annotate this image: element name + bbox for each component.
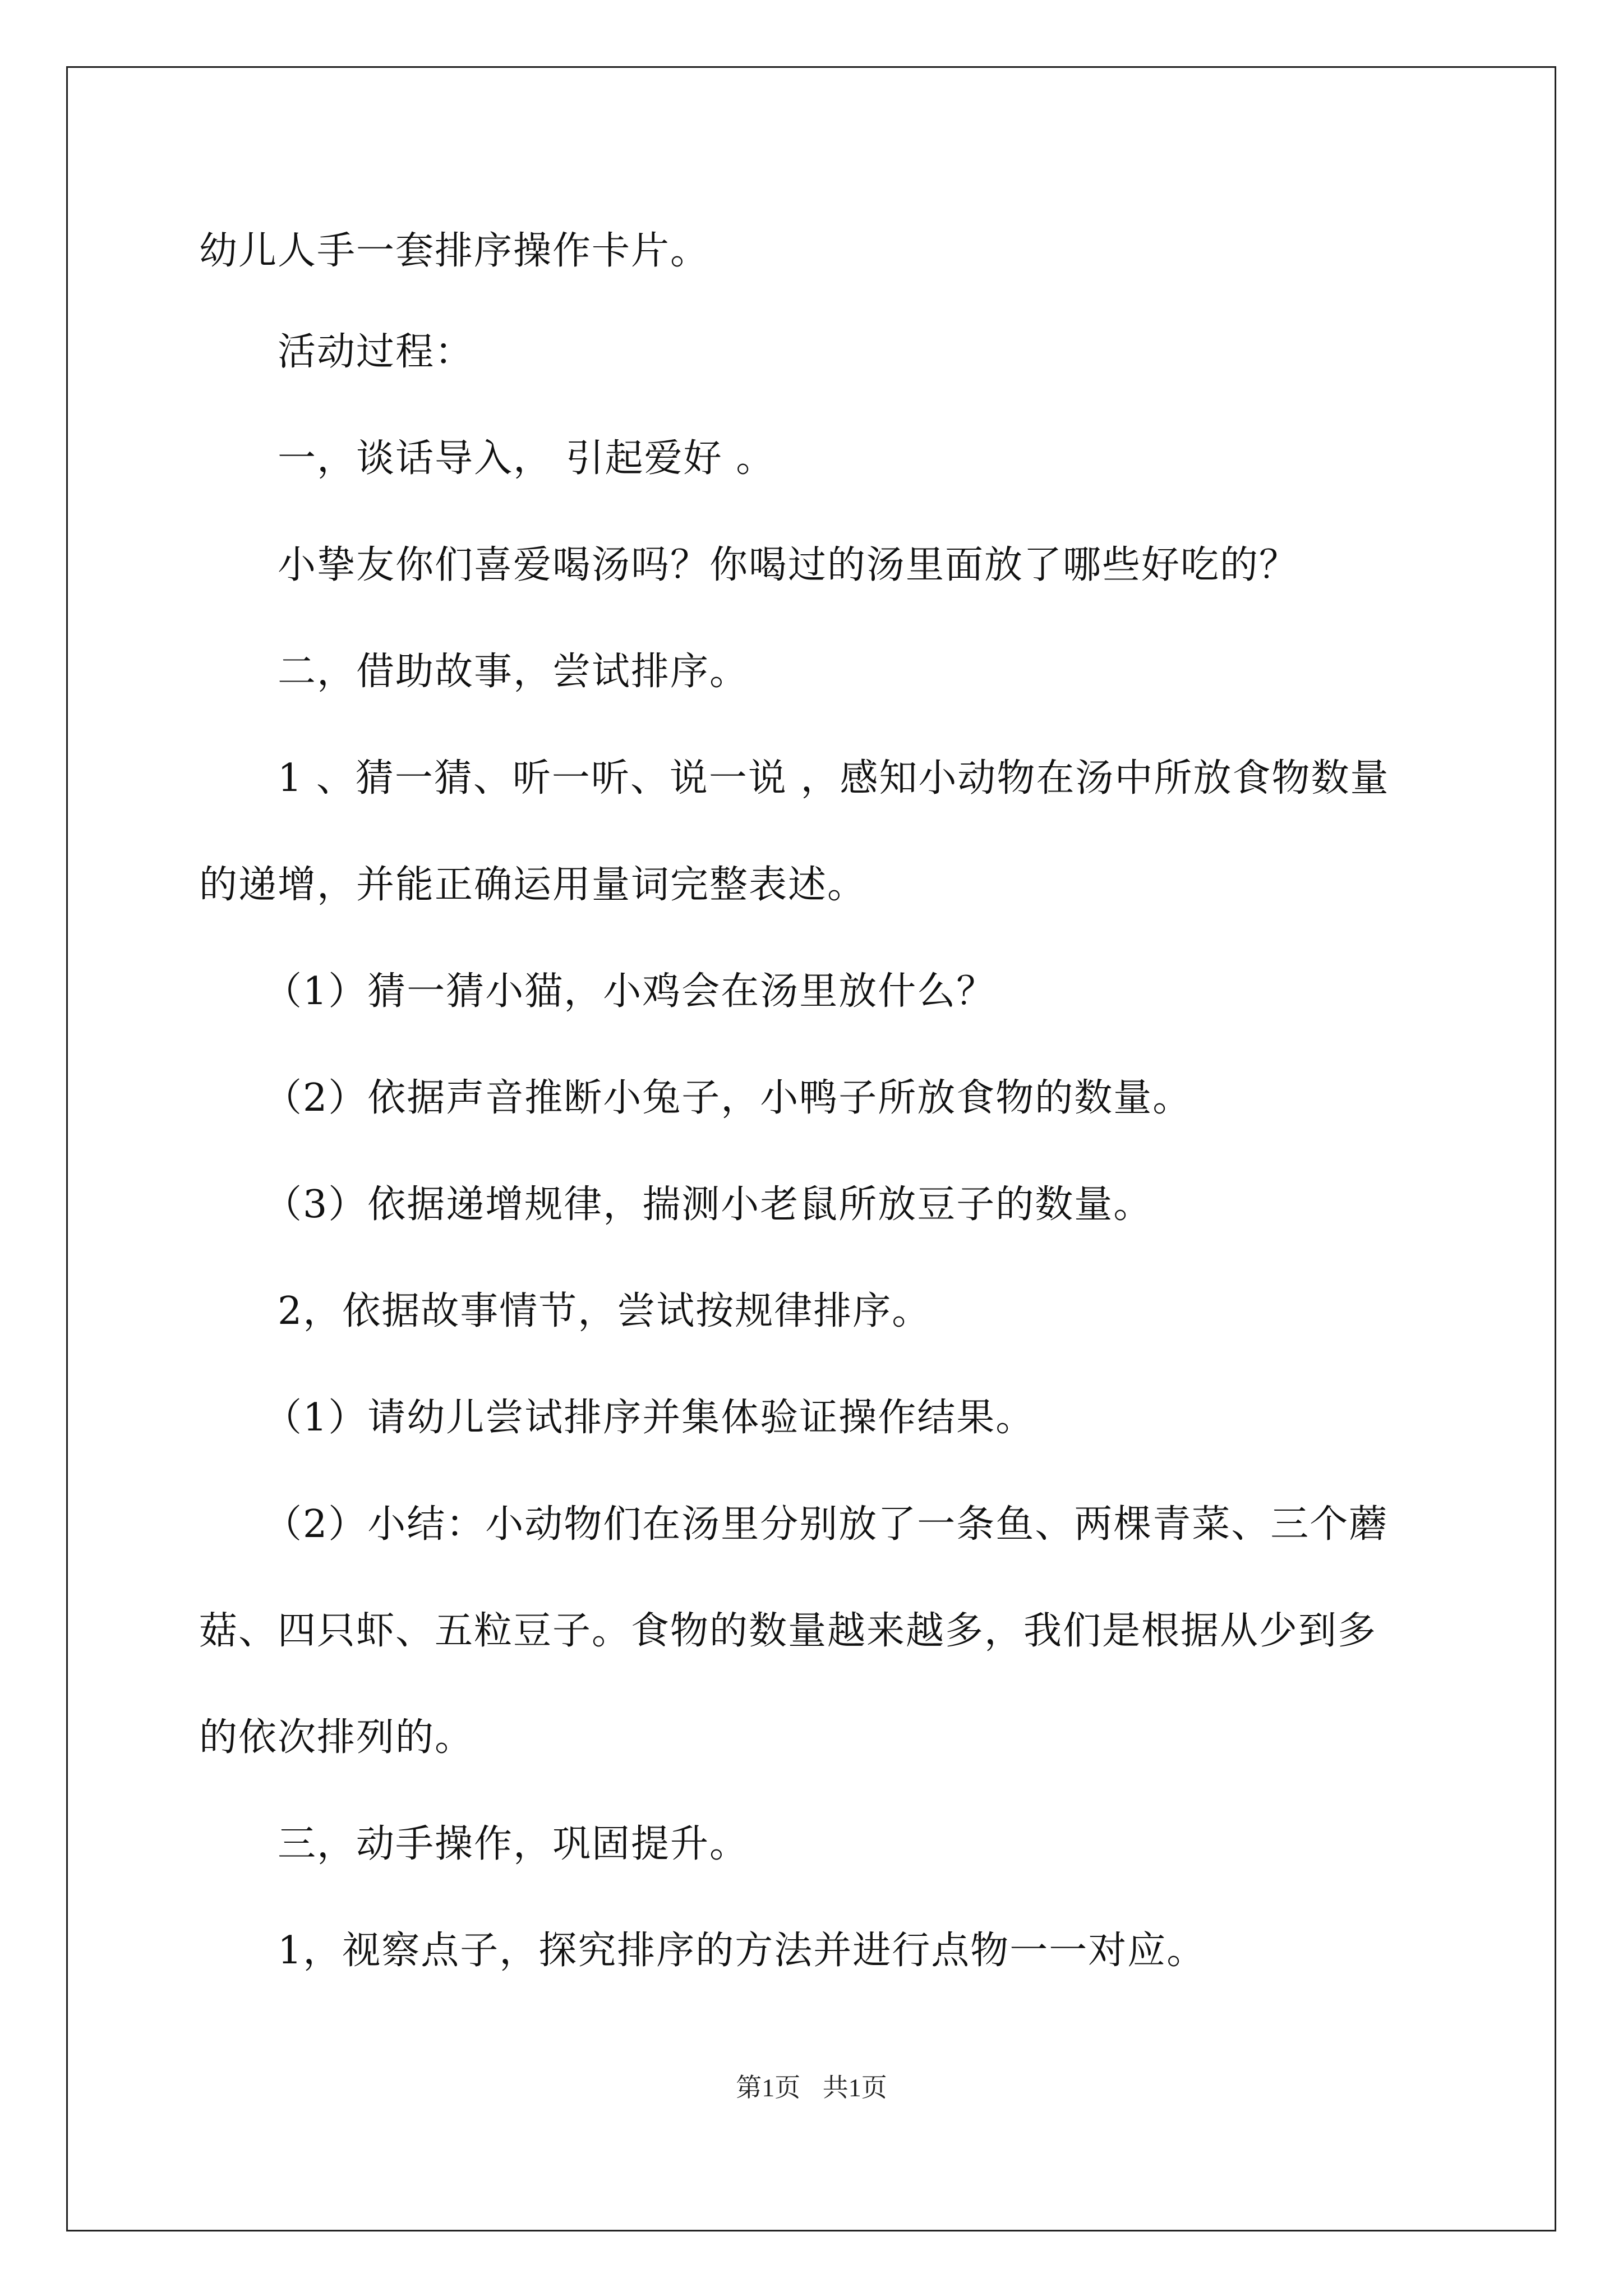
paragraph-line: 三，动手操作，巩固提升。: [278, 1822, 749, 1866]
paragraph-line: 的依次排列的。: [199, 1715, 474, 1760]
page-border: [66, 66, 1556, 2231]
paragraph-line: （2）依据声音推断小兔子，小鸭子所放食物的数量。: [264, 1076, 1192, 1120]
paragraph-line: 幼儿人手一套排序操作卡片。: [199, 229, 710, 273]
paragraph-line: 2，依据故事情节，尝试按规律排序。: [278, 1289, 932, 1333]
paragraph-line: 1 、猜一猜、听一听、说一说 ，感知小动物在汤中所放食物数量: [278, 756, 1390, 800]
page-footer: [0, 2067, 1623, 2104]
paragraph-line: （2）小结：小动物们在汤里分别放了一条鱼、两棵青菜、三个蘑: [264, 1502, 1389, 1547]
paragraph-line: 的递增，并能正确运用量词完整表述。: [199, 863, 867, 907]
paragraph-line: 菇、四只虾、五粒豆子。食物的数量越来越多，我们是根据从少到多: [199, 1609, 1377, 1653]
paragraph-line: （1）猜一猜小猫，小鸡会在汤里放什么？: [264, 969, 996, 1014]
paragraph-line: 1，视察点子，探究排序的方法并进行点物一一对应。: [278, 1929, 1206, 1973]
paragraph-line: 小挚友你们喜爱喝汤吗？你喝过的汤里面放了哪些好吃的？: [278, 543, 1299, 587]
page-number-current: 第1页: [736, 2073, 801, 2102]
paragraph-line: 二，借助故事，尝试排序。: [278, 650, 749, 694]
paragraph-line: （3）依据递增规律，揣测小老鼠所放豆子的数量。: [264, 1182, 1153, 1227]
page-number-total: 共1页: [822, 2073, 887, 2102]
paragraph-line: 活动过程：: [278, 330, 474, 374]
paragraph-line: 一，谈话导入， 引起爱好 。: [278, 436, 776, 481]
paragraph-line: （1）请幼儿尝试排序并集体验证操作结果。: [264, 1396, 1035, 1440]
